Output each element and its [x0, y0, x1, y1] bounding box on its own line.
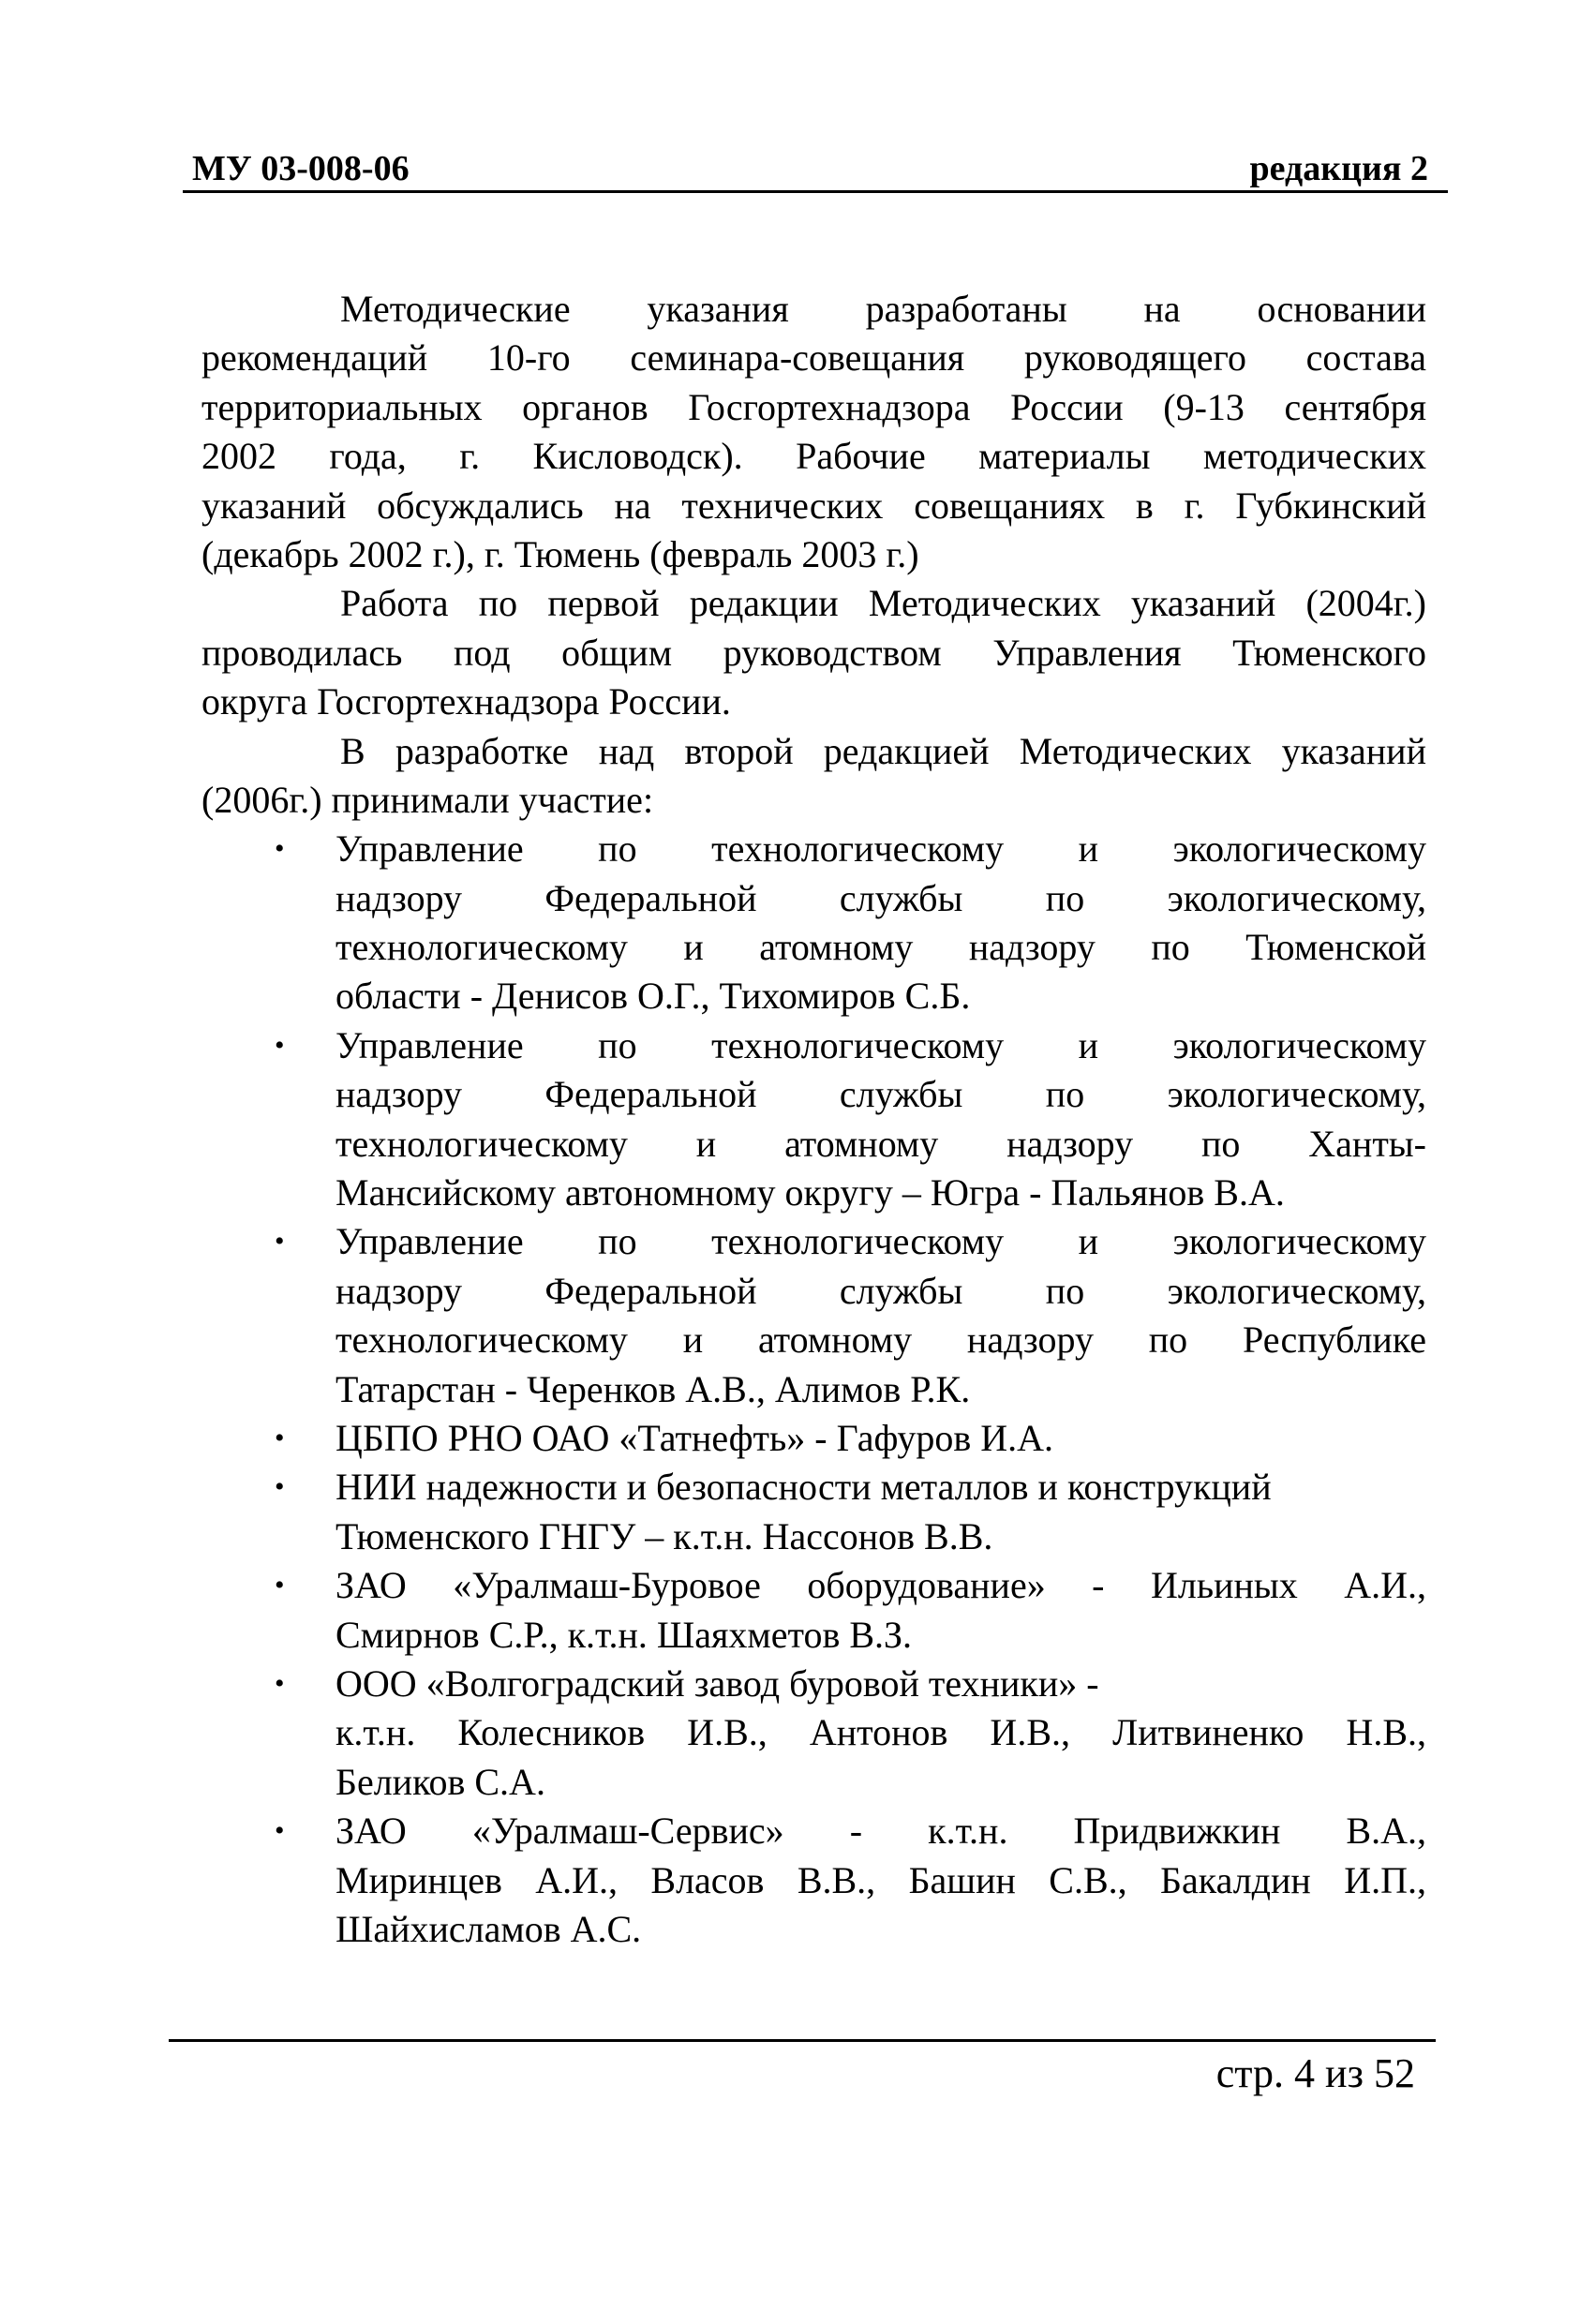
paragraph — [201, 285, 1426, 579]
bullet-icon: • — [275, 1570, 285, 1601]
text-line: проводилась под общим руководством Управления Тюменского — [201, 631, 1426, 674]
text-line: округа Госгортехнадзора России. — [201, 680, 731, 723]
bullet-icon: • — [275, 1226, 285, 1258]
text-line: Работа по первой редакции Методических указаний (2004г.) — [340, 582, 1426, 625]
text-line: В разработке над второй редакцией Методических указаний — [340, 729, 1426, 772]
text-line: Мансийскому автономному округу – Югра - Пальянов В.А. — [335, 1171, 1285, 1214]
text-line: ЦБПО РНО ОАО «Татнефть» - Гафуров И.А. — [335, 1416, 1054, 1459]
list-item — [201, 1217, 1426, 1414]
page-number: стр. 4 из 52 — [1215, 2050, 1415, 2096]
list-item — [201, 1660, 1426, 1807]
document-body — [201, 285, 1426, 1954]
bullet-icon: • — [275, 833, 285, 865]
bullet-icon: • — [275, 1815, 285, 1847]
text-line: к.т.н. Колесников И.В., Антонов И.В., Литвиненко Н.В., — [335, 1711, 1426, 1754]
list-item — [201, 825, 1426, 1021]
text-line: надзору Федеральной службы по экологическому, — [335, 1269, 1426, 1312]
text-line: Управление по технологическому и экологическому — [335, 1220, 1426, 1263]
text-line: Миринцев А.И., Власов В.В., Башин С.В., Бакалдин И.П., — [335, 1858, 1426, 1901]
list-item — [201, 1807, 1426, 1954]
text-line: указаний обсуждались на технических совещаниях в г. Губкинский — [201, 484, 1426, 527]
text-line: надзору Федеральной службы по экологическому, — [335, 1073, 1426, 1116]
text-line: ЗАО «Уралмаш-Сервис» - к.т.н. Придвижкин В.А., — [335, 1810, 1426, 1853]
footer-divider — [169, 2039, 1436, 2042]
participants-list — [201, 825, 1426, 1954]
list-item — [201, 1414, 1426, 1463]
header-divider — [183, 190, 1448, 193]
list-item — [201, 1021, 1426, 1218]
text-line: Управление по технологическому и экологическому — [335, 1023, 1426, 1066]
document-code: МУ 03-008-06 — [192, 149, 410, 188]
text-line: 2002 года, г. Кисловодск). Рабочие материалы методических — [201, 435, 1426, 478]
bullet-icon: • — [275, 1471, 285, 1503]
text-line: ООО «Волгоградский завод буровой техники» - — [335, 1661, 1099, 1705]
list-item — [201, 1463, 1426, 1561]
text-line: НИИ надежности и безопасности металлов и конструкций — [335, 1466, 1272, 1509]
bullet-icon: • — [275, 1422, 285, 1453]
text-line: ЗАО «Уралмаш-Буровое оборудование» - Ильиных А.И., — [335, 1564, 1426, 1607]
text-line: Управление по технологическому и экологическому — [335, 827, 1426, 871]
text-line: территориальных органов Госгортехнадзора России (9-13 сентября — [201, 385, 1426, 428]
edition-label: редакция 2 — [1249, 149, 1428, 188]
text-line: Тюменского ГНГУ – к.т.н. Нассонов В.В. — [335, 1514, 993, 1557]
bullet-icon: • — [275, 1667, 285, 1699]
list-item — [201, 1561, 1426, 1660]
text-line: (декабрь 2002 г.), г. Тюмень (февраль 2003 г.) — [201, 532, 919, 575]
paragraph — [201, 727, 1426, 826]
bullet-icon: • — [275, 1029, 285, 1061]
text-line: Шайхисламов А.С. — [335, 1907, 642, 1950]
paragraph — [201, 579, 1426, 726]
text-line: Беликов С.А. — [335, 1760, 545, 1803]
text-line: (2006г.) принимали участие: — [201, 778, 654, 821]
text-line: технологическому и атомному надзору по Республике — [335, 1318, 1426, 1362]
text-line: рекомендаций 10-го семинара-совещания руководящего состава — [201, 336, 1426, 380]
text-line: Смирнов С.Р., к.т.н. Шаяхметов В.З. — [335, 1613, 913, 1656]
text-line: области - Денисов О.Г., Тихомиров С.Б. — [335, 975, 971, 1018]
text-line: Методические указания разработаны на основании — [340, 288, 1426, 330]
text-line: технологическому и атомному надзору по Тюменской — [335, 926, 1426, 969]
text-line: Татарстан - Черенков А.В., Алимов Р.К. — [335, 1367, 971, 1410]
text-line: надзору Федеральной службы по экологическому, — [335, 876, 1426, 919]
text-line: технологическому и атомному надзору по Ханты- — [335, 1122, 1426, 1165]
